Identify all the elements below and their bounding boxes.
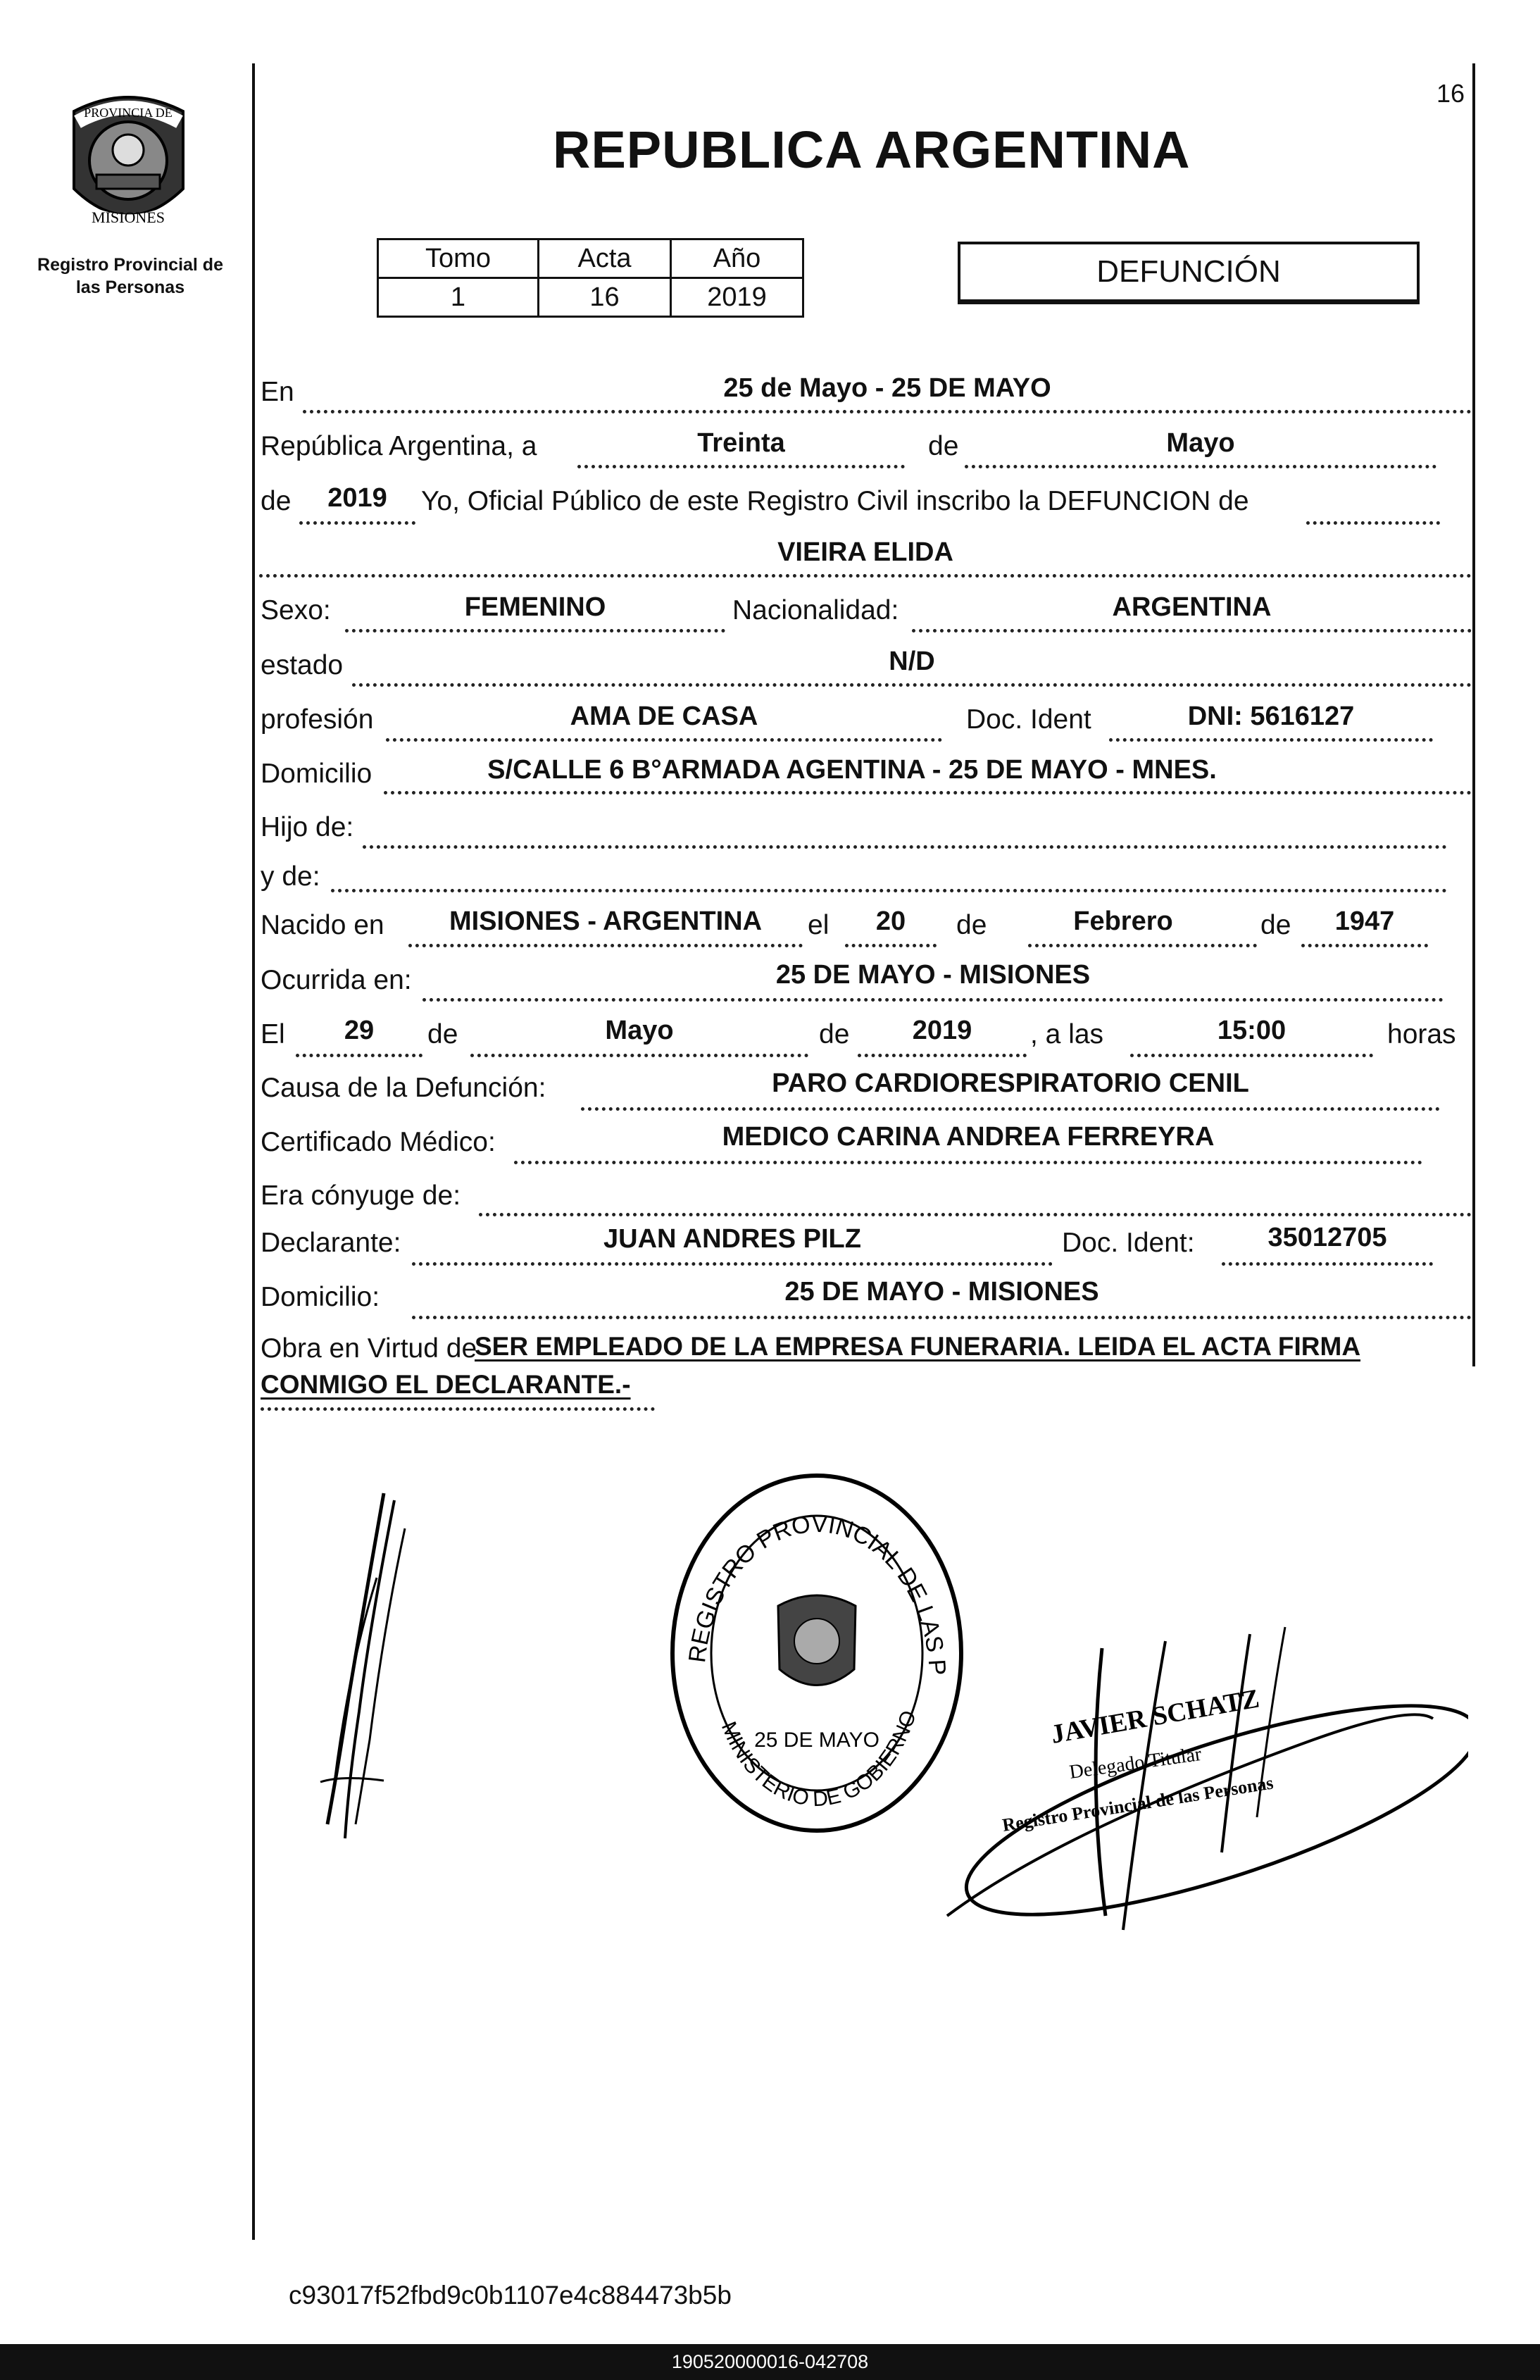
label-profesion: profesión [261, 704, 374, 735]
dotted-line [384, 791, 1472, 795]
label-de: de [928, 431, 959, 461]
field-doc-ident: DNI: 5616127 [1187, 702, 1355, 731]
field-causa: PARO CARDIORESPIRATORIO CENIL [772, 1068, 1249, 1098]
right-margin-rule [1472, 63, 1475, 1366]
field-fallec-dia: 29 [344, 1016, 375, 1045]
svg-text:MISIONES: MISIONES [92, 208, 165, 226]
label-estado: estado [261, 650, 344, 680]
label-doc-ident: Doc. Ident [966, 704, 1091, 735]
label-el: el [808, 910, 830, 940]
table-header: Acta [539, 239, 671, 278]
field-nacido-dia: 20 [875, 906, 906, 936]
page-title: REPUBLICA ARGENTINA [553, 120, 1191, 179]
field-nacido-anio: 1947 [1334, 906, 1395, 936]
svg-text:Registro Provincial de las Per: Registro Provincial de las Personas [1001, 1772, 1275, 1836]
dotted-line [296, 1054, 422, 1057]
field-nacido-en: MISIONES - ARGENTINA [449, 906, 763, 936]
label-de: de [1260, 910, 1291, 940]
barcode-number: 190520000016-042708 [671, 2351, 869, 2372]
dotted-line [422, 998, 1444, 1002]
issuer-name: Registro Provincial de las Personas [37, 255, 223, 297]
table-cell: 1 [378, 278, 539, 317]
dotted-line [261, 1407, 655, 1411]
label-doc-ident-declarante: Doc. Ident: [1062, 1228, 1195, 1258]
dotted-line [577, 465, 905, 468]
label-republica: República Argentina, a [261, 431, 537, 461]
field-lugar: 25 de Mayo - 25 DE MAYO [723, 373, 1051, 403]
dotted-line [1222, 1262, 1433, 1266]
dotted-line [858, 1054, 1027, 1057]
dotted-line [581, 1107, 1440, 1111]
field-ocurrida-en: 25 DE MAYO - MISIONES [775, 960, 1091, 990]
svg-text:Delegado Titular: Delegado Titular [1068, 1743, 1203, 1783]
field-nacido-mes: Febrero [1073, 906, 1173, 936]
dotted-line [412, 1262, 1053, 1266]
barcode-footer-bar [0, 2344, 1540, 2380]
field-nombre: VIEIRA ELIDA [777, 537, 953, 567]
registry-meta-table [377, 238, 804, 318]
label-de: de [427, 1019, 458, 1049]
label-domicilio: Domicilio [261, 759, 373, 789]
table-cell: 2019 [671, 278, 803, 317]
label-hijo-de: Hijo de: [261, 812, 354, 842]
field-obra-line1: SER EMPLEADO DE LA EMPRESA FUNERARIA. LEIDA EL ACTA FIRMA [475, 1332, 1361, 1361]
table-header: Tomo [378, 239, 539, 278]
label-de: de [956, 910, 987, 940]
label-nacionalidad: Nacionalidad: [732, 595, 899, 625]
document-type: DEFUNCIÓN [1096, 254, 1281, 289]
dotted-line [363, 845, 1447, 849]
label-ocurrida-en: Ocurrida en: [261, 965, 412, 995]
label-obra-en-virtud: Obra en Virtud de [261, 1333, 477, 1364]
svg-text:25 DE MAYO: 25 DE MAYO [754, 1728, 879, 1752]
field-domicilio: S/CALLE 6 B°ARMADA AGENTINA - 25 DE MAYO - MNES. [487, 755, 1217, 785]
dotted-line [408, 944, 803, 947]
document-hash: c93017f52fbd9c0b1107e4c884473b5b [289, 2281, 732, 2310]
field-declarante-doc: 35012705 [1267, 1223, 1387, 1252]
province-emblem [60, 83, 197, 242]
label-certificado: Certificado Médico: [261, 1127, 496, 1157]
label-sexo: Sexo: [261, 595, 331, 625]
field-fallec-mes: Mayo [605, 1016, 674, 1045]
officer-stamp [919, 1620, 1468, 1951]
label-y-de: y de: [261, 861, 320, 892]
field-sexo: FEMENINO [464, 592, 606, 622]
dotted-line [912, 629, 1472, 633]
label-declarante: Declarante: [261, 1228, 401, 1258]
table-cell: 16 [539, 278, 671, 317]
dotted-line [386, 738, 942, 742]
dotted-line [965, 465, 1436, 468]
label-a-las: , a las [1030, 1019, 1104, 1049]
dotted-line [1028, 944, 1257, 947]
dotted-line [303, 410, 1472, 413]
svg-text:MINISTERIO DE GOBIERNO: MINISTERIO DE GOBIERNO [716, 1707, 921, 1812]
dotted-line [1306, 521, 1440, 525]
dotted-line [259, 574, 1472, 578]
field-declarante: JUAN ANDRES PILZ [603, 1224, 861, 1254]
dotted-line [299, 521, 415, 525]
svg-text:JAVIER SCHATZ: JAVIER SCHATZ [1048, 1683, 1262, 1750]
label-yo-oficial: Yo, Oficial Público de este Registro Civil inscribo la DEFUNCION de [421, 486, 1249, 516]
label-causa: Causa de la Defunción: [261, 1073, 546, 1103]
label-domicilio-declarante: Domicilio: [261, 1282, 380, 1312]
dotted-line [352, 683, 1472, 687]
svg-text:PROVINCIA DE: PROVINCIA DE [84, 106, 173, 120]
field-dia-letras: Treinta [697, 428, 785, 458]
table-header: Año [671, 239, 803, 278]
dotted-line [514, 1161, 1422, 1164]
label-nacido-en: Nacido en [261, 910, 384, 940]
label-horas: horas [1387, 1019, 1456, 1049]
label-conyuge: Era cónyuge de: [261, 1180, 461, 1211]
label-en: En [261, 377, 294, 407]
field-anio: 2019 [327, 483, 387, 513]
field-fallec-anio: 2019 [912, 1016, 972, 1045]
field-certificado: MEDICO CARINA ANDREA FERREYRA [722, 1122, 1215, 1152]
label-de: de [261, 486, 292, 516]
dotted-line [1109, 738, 1433, 742]
svg-text:REGISTRO PROVINCIAL DE LAS PER: REGISTRO PROVINCIAL DE LAS P [683, 1510, 951, 1676]
page-number: 16 [1436, 79, 1465, 108]
dotted-line [1301, 944, 1428, 947]
label-de: de [819, 1019, 850, 1049]
field-nacionalidad: ARGENTINA [1112, 592, 1272, 622]
field-obra-line2: CONMIGO EL DECLARANTE.- [261, 1370, 631, 1399]
label-el-fecha: El [261, 1019, 285, 1049]
field-declarante-domicilio: 25 DE MAYO - MISIONES [784, 1277, 1099, 1307]
dotted-line [345, 629, 725, 633]
left-margin-rule [252, 63, 255, 2240]
dotted-line [845, 944, 937, 947]
dotted-line [470, 1054, 808, 1057]
field-estado: N/D [889, 647, 935, 676]
dotted-line [1130, 1054, 1373, 1057]
dotted-line [412, 1316, 1472, 1319]
dotted-line [479, 1213, 1472, 1216]
field-fallec-hora: 15:00 [1217, 1016, 1287, 1045]
field-mes: Mayo [1166, 428, 1235, 458]
dotted-line [331, 889, 1447, 892]
document-type-box [958, 242, 1420, 302]
field-profesion: AMA DE CASA [570, 702, 758, 731]
declarant-signature [278, 1486, 440, 1852]
